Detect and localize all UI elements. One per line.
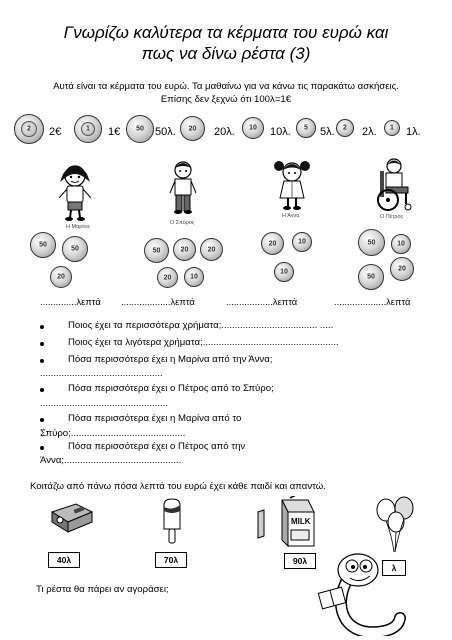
marina-coin-1-icon: 50 [30, 232, 56, 258]
coin-20-cent-icon: 20 [180, 116, 205, 141]
question-5: Πόσα περισσότερα έχει η Μαρίνα από το [68, 413, 242, 424]
bullet-1 [40, 325, 44, 329]
petros-coin-1-icon: 50 [358, 229, 385, 256]
balloons-icon [372, 496, 418, 556]
title-line-2: πως να δίνω ρέστα (3) [141, 44, 311, 63]
coin-label-10-cent: 10λ. [270, 126, 291, 138]
kid-name-spyros: Ο Σπύρος [170, 220, 195, 226]
question-6: Πόσα περισσότερα έχει ο Πέτρος από την [68, 441, 246, 452]
anna-coin-3-icon: 10 [274, 262, 294, 282]
blank-marina[interactable]: ..............λεπτά [40, 296, 101, 307]
coin-reference-row [14, 114, 438, 146]
bullet-6 [40, 446, 44, 450]
coin-50-cent-icon: 50 [126, 115, 154, 143]
kid-name-anna: Η Άννα [282, 213, 300, 219]
coin-5-cent-icon: 5 [296, 118, 316, 138]
intro-line-1: Αυτά είναι τα κέρματα του ευρώ. Τα μαθαίνω για να κάνω τις παρακάτω ασκήσεις. [53, 81, 399, 92]
anna-coin-2-icon: 10 [292, 232, 312, 252]
spyros-coin-5-icon: 10 [184, 267, 204, 287]
spyros-coin-4-icon: 20 [157, 267, 178, 288]
answer-line-5[interactable]: Σπύρο;........................................... [40, 428, 186, 439]
bullet-2 [40, 342, 44, 346]
spyros-coin-2-icon: 20 [173, 238, 196, 261]
ice-cream-icon [160, 497, 184, 545]
coin-label-1-euro: 1€ [108, 126, 121, 138]
blank-anna[interactable]: ..................λεπτά [226, 296, 298, 307]
question-2: Ποιος έχει τα λιγότερα χρήματα;................................................... [68, 337, 339, 348]
kid-name-marina: Η Μαρίνα [66, 224, 90, 230]
girl-marina-icon [50, 160, 100, 222]
boy-spyros-icon [165, 160, 201, 216]
coin-1-euro-icon: 1 [74, 115, 102, 143]
coin-2-euro-icon: 2 [14, 114, 44, 144]
blank-spyros[interactable]: ...................λεπτά [121, 296, 195, 307]
pencil-sharpener-icon [48, 500, 96, 534]
spyros-coin-3-icon: 20 [200, 238, 223, 261]
question-1: Ποιος έχει τα περισσότερα χρήματα;.................................... ..... [68, 320, 334, 331]
coin-label-50-cent: 50λ. [155, 126, 176, 138]
coin-2-cent-icon: 2 [336, 119, 354, 137]
kid-name-petros: Ο Πέτρος [380, 214, 404, 220]
page-title [0, 22, 452, 64]
petros-coin-2-icon: 10 [391, 234, 411, 254]
answer-line-3[interactable]: .............................................. [40, 368, 163, 379]
title-line-1: Γνωρίζω καλύτερα τα κέρματα του ευρώ και [63, 23, 389, 42]
coin-label-5-cent: 5λ. [320, 126, 335, 138]
coin-label-2-euro: 2€ [49, 126, 62, 138]
coin-1-cent-icon: 1 [384, 120, 400, 136]
spyros-coin-1-icon: 50 [144, 238, 169, 263]
blank-petros[interactable]: ....................λεπτά [334, 296, 411, 307]
milk-carton-icon [254, 496, 320, 550]
price-ice-cream: 70λ [155, 552, 187, 568]
question-4: Πόσα περισσότερα έχει ο Πέτρος από το Σπύρο; [68, 383, 274, 394]
girl-anna-icon [270, 158, 314, 212]
petros-coin-3-icon: 50 [358, 264, 384, 290]
reading-worm-icon [316, 548, 406, 636]
final-question: Τι ρέστα θα πάρει αν αγοράσει; [36, 584, 169, 595]
milk-carton-label: MILK [291, 517, 311, 526]
coin-label-2-cent: 2λ. [362, 126, 377, 138]
intro-text [0, 80, 452, 106]
bullet-3 [40, 359, 44, 363]
boy-petros-wheelchair-icon [372, 156, 418, 212]
price-sharpener: 40λ [48, 552, 80, 568]
instruction-text: Κοιτάζω από πάνω πόσα λεπτά του ευρώ έχει κάθε παιδί και απαντώ. [30, 481, 326, 492]
answer-line-6[interactable]: Άννα;............................................ [40, 455, 182, 466]
bullet-5 [40, 418, 44, 422]
coin-label-1-cent: 1λ. [406, 126, 421, 138]
answer-line-4[interactable]: ................................................ [40, 398, 168, 409]
question-3: Πόσα περισσότερα έχει η Μαρίνα από την Άννα; [68, 354, 273, 365]
petros-coin-4-icon: 20 [390, 257, 414, 281]
price-balloons: λ [382, 560, 406, 576]
price-milk: 90λ [284, 553, 316, 569]
marina-coin-3-icon: 20 [50, 266, 72, 288]
coin-10-cent-icon: 10 [242, 117, 264, 139]
marina-coin-2-icon: 50 [62, 236, 88, 262]
intro-line-2: Επίσης δεν ξεχνώ ότι 100λ=1€ [160, 94, 292, 105]
anna-coin-1-icon: 20 [261, 232, 284, 255]
coin-label-20-cent: 20λ. [214, 126, 235, 138]
bullet-4 [40, 388, 44, 392]
